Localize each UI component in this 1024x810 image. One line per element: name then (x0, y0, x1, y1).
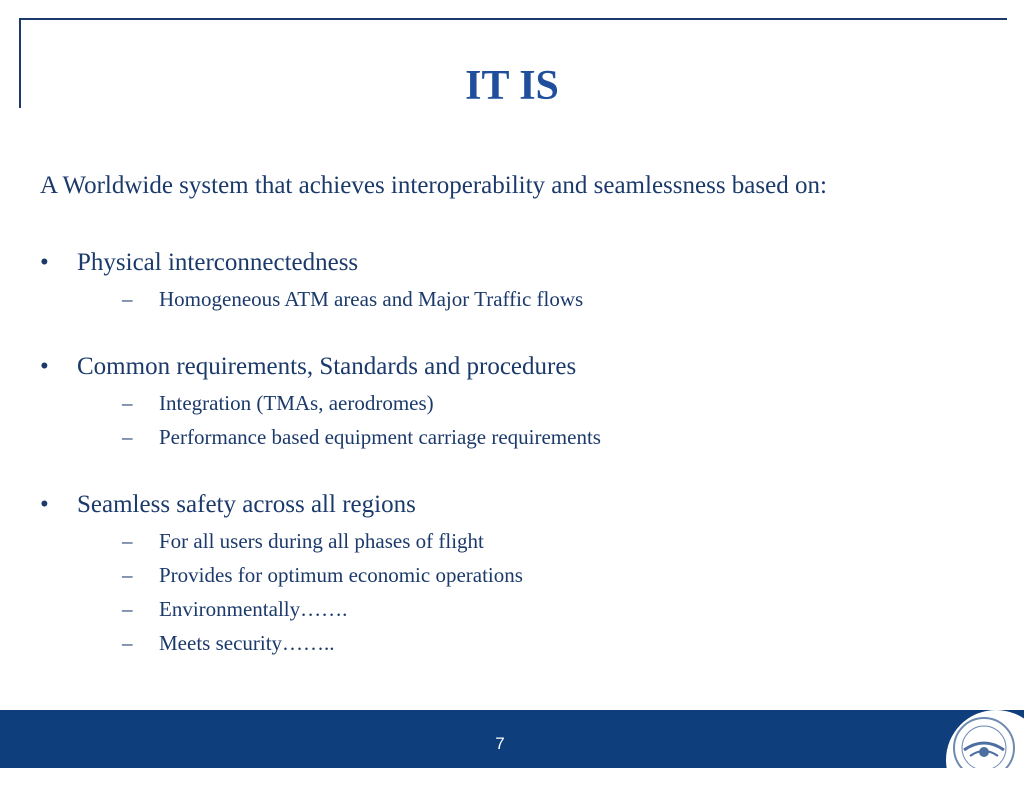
sub-text: Performance based equipment carriage requirements (159, 425, 601, 449)
sub-item (122, 420, 601, 454)
bullet-text: Seamless safety across all regions (77, 491, 416, 518)
page-number: 7 (495, 734, 505, 753)
sub-text: Meets security…….. (159, 631, 335, 655)
sub-dash: – (122, 529, 133, 553)
sub-text: Homogeneous ATM areas and Major Traffic flows (159, 287, 584, 311)
sub-dash: – (122, 597, 133, 621)
bullet-item (40, 247, 601, 316)
sub-list (77, 524, 601, 660)
sub-item (122, 282, 601, 316)
icao-emblem-icon (946, 710, 1024, 810)
sub-item (122, 558, 601, 592)
sub-list (77, 282, 601, 316)
bullet-item (40, 351, 601, 454)
sub-text: Environmentally……. (159, 597, 348, 621)
bullet-dot: • (40, 249, 49, 276)
icao-emblem-graphic (946, 710, 1016, 768)
spacer (40, 454, 601, 489)
sub-dash: – (122, 631, 133, 655)
sub-dash: – (122, 563, 133, 587)
bullet-list (40, 247, 601, 660)
sub-text: For all users during all phases of flight (159, 529, 484, 553)
spacer (40, 316, 601, 351)
sub-dash: – (122, 391, 133, 415)
sub-list (77, 386, 601, 454)
sub-item (122, 592, 601, 626)
bullet-dot: • (40, 353, 49, 380)
bullet-text: Physical interconnectedness (77, 249, 359, 276)
slide-intro: A Worldwide system that achieves interoperability and seamlessness based on: (40, 172, 827, 199)
sub-item (122, 524, 601, 558)
bullet-text: Common requirements, Standards and procedures (77, 353, 577, 380)
frame-top-line (19, 18, 1007, 20)
bullet-dot: • (40, 491, 49, 518)
sub-item (122, 626, 601, 660)
sub-text: Provides for optimum economic operations (159, 563, 523, 587)
bullet-item (40, 489, 601, 660)
sub-text: Integration (TMAs, aerodromes) (159, 391, 434, 415)
slide-title: IT IS (465, 63, 559, 109)
sub-dash: – (122, 425, 133, 449)
sub-item (122, 386, 601, 420)
sub-dash: – (122, 287, 133, 311)
